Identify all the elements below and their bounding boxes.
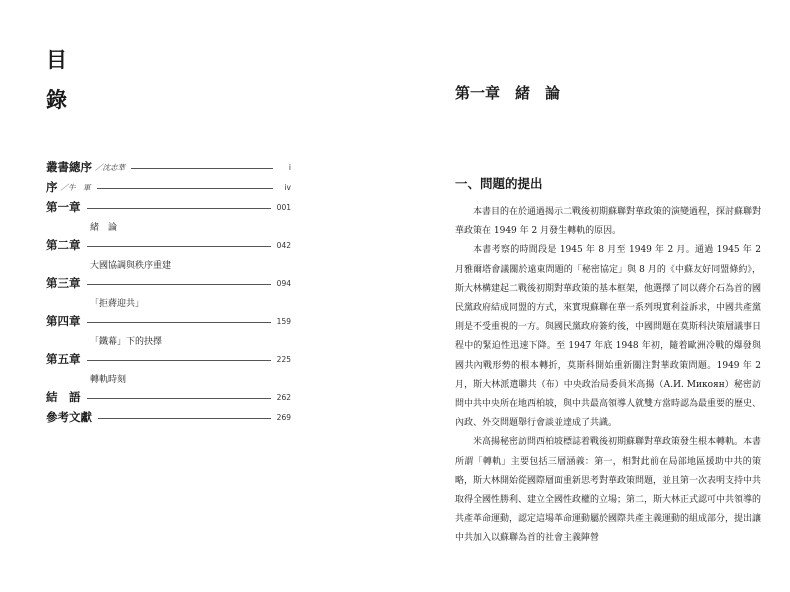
contents-title-char-1: 目 [46, 47, 67, 72]
toc-leader-line [131, 168, 273, 169]
paragraph: 米高揚秘密訪問西柏坡標誌着戰後初期蘇聯對華政策發生根本轉軌。本書所謂「轉軌」主要包括三層涵義：第一，相對此前在局部地區援助中共的策略，斯大林開始從國際層面重新思考對華政策問題，並且第一次表明支持中共取得全國性勝利、建立全國性政權的立場；第二，斯大林正式認可中共領導的共產革命運動，認定這場革命運動屬於國際共產主義運動的組成部分，提出讓中共加入以蘇聯為首的社會主義陣營 [455, 437, 762, 544]
table-of-contents [46, 157, 291, 427]
toc-entry-preface[interactable] [46, 177, 291, 197]
toc-chapter-3-title[interactable]: 「拒蔣迎共」 [90, 298, 145, 309]
toc-entry-author: ／牛 軍 [60, 182, 91, 192]
chapter-title: 第一章 緒 論 [455, 84, 561, 102]
toc-leader-line [87, 398, 271, 399]
toc-leader-line [87, 284, 271, 285]
toc-entry-conclusion[interactable] [46, 387, 291, 407]
toc-page-number: 094 [276, 278, 291, 288]
toc-page-number: i [288, 162, 291, 172]
toc-page-number: 225 [276, 354, 291, 364]
paragraph: 本書目的在於通過揭示二戰後初期蘇聯對華政策的演變過程，探討蘇聯對華政策在 1949 年 2 月發生轉軌的原因。 [455, 207, 762, 237]
toc-page-number: 042 [276, 240, 291, 250]
toc-entry-label: 第四章 [46, 314, 81, 328]
toc-entry-label: 第一章 [46, 200, 81, 214]
toc-leader-line [87, 208, 271, 209]
toc-page-number: 269 [276, 412, 291, 422]
toc-page-number: 159 [276, 316, 291, 326]
toc-entry-series-preface[interactable] [46, 157, 291, 177]
body-text [455, 203, 761, 549]
toc-entry-label: 第二章 [46, 238, 81, 252]
toc-entry-label: 參考文獻 [46, 410, 92, 424]
toc-entry-label: 第三章 [46, 276, 81, 290]
chapter-page [395, 0, 790, 592]
section-heading: 一、問題的提出 [455, 176, 543, 191]
toc-leader-line [98, 418, 271, 419]
toc-entry-chapter-1[interactable] [46, 197, 291, 217]
toc-leader-line [87, 246, 271, 247]
toc-entry-author: ／沈志華 [95, 162, 125, 172]
toc-entry-chapter-5[interactable] [46, 349, 291, 369]
toc-page-number: 001 [276, 202, 291, 212]
toc-entry-chapter-2[interactable] [46, 235, 291, 255]
toc-entry-label: 結 語 [46, 390, 81, 404]
toc-entry-references[interactable] [46, 407, 291, 427]
contents-title-char-2: 錄 [46, 87, 67, 112]
toc-entry-chapter-4[interactable] [46, 311, 291, 331]
toc-chapter-1-title[interactable]: 緒 論 [90, 222, 118, 233]
toc-chapter-2-title[interactable]: 大國協調與秩序重建 [90, 260, 172, 271]
toc-leader-line [87, 360, 271, 361]
toc-page-number: iv [284, 182, 291, 192]
paragraph: 本書考察的時間段是 1945 年 8 月至 1949 年 2 月。通過 1945 年 2 月雅爾塔會議關於遠東問題的「秘密協定」與 8 月的《中蘇友好同盟條約》，斯大林構建起二戰後初期對華政策的基本框架，他選擇了同以蔣介石為首的國民黨政府結成同盟的方式，來實現蘇聯在華一系列現實利益訴求，中國共產黨則是不受重視的一方。與國民黨政府簽約後，中國問題在莫斯科決策層議事日程中的緊迫性迅速下降。至 1947 年底 1948 年初，隨着歐洲冷戰的爆發與國共內戰形勢的根本轉折，莫斯科開始重新關注對華政策問題。1949 年 2 月，斯大林派遣聯共（布）中央政治局委員米高揚（А.И. Микоян）秘密訪問中共中央所在地西柏坡，與中共最高領導人就雙方當時認為最重要的歷史、內政、外交問題舉行會談並達成了共識。 [455, 245, 762, 429]
toc-entry-label: 序 [46, 180, 58, 194]
toc-page-number: 262 [276, 392, 291, 402]
toc-leader-line [97, 188, 274, 189]
toc-entry-chapter-3[interactable] [46, 273, 291, 293]
toc-leader-line [87, 322, 271, 323]
toc-entry-label: 叢書總序 [46, 160, 92, 174]
toc-entry-label: 第五章 [46, 352, 81, 366]
toc-chapter-4-title[interactable]: 「鐵幕」下的抉擇 [90, 336, 163, 347]
toc-chapter-5-title[interactable]: 轉軌時刻 [90, 374, 127, 385]
